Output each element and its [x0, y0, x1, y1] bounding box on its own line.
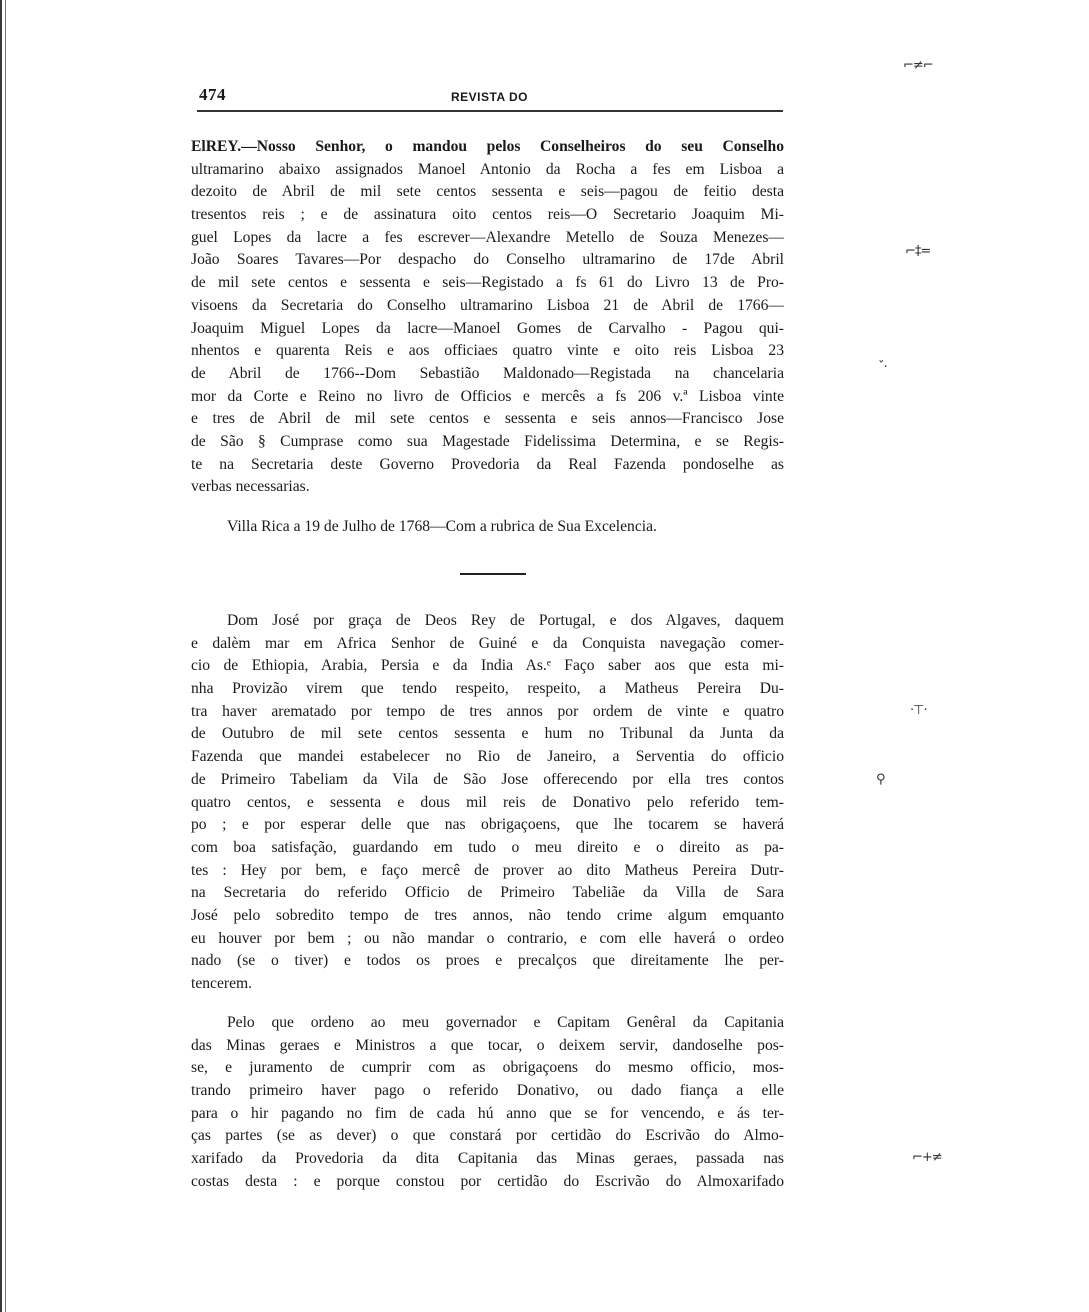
- text-line: nado (se o tiver) e todos os proes e precalços que direitamente lhe per-: [191, 952, 784, 970]
- text-line: João Soares Tavares—Por despacho do Conselho ultramarino de 17de Abril: [191, 251, 784, 269]
- margin-ornament-mark: ˇ·: [878, 360, 887, 375]
- page-number: 474: [199, 85, 226, 104]
- text-line: de Outubro de mil sete centos sessenta e hum no Tribunal da Junta da: [191, 725, 784, 743]
- text-line: tra haver arematado por tempo de tres annos por ordem de vinte e quatro: [191, 702, 784, 720]
- text-line: e tres de Abril de mil sete centos e sessenta e seis annos—Francisco Jose: [191, 410, 784, 428]
- text-line: tresentos reis ; e de assinatura oito centos reis—O Secretario Joaquim Mi-: [191, 206, 784, 224]
- text-line: dezoito de Abril de mil sete centos sessenta e seis—pagou de feitio desta: [191, 183, 784, 201]
- text-line: Pelo que ordeno ao meu governador e Capitam Genêral da Capitania: [227, 1014, 784, 1031]
- text-line: de Primeiro Tabeliam da Vila de São Jose offerecendo por ella tres contos: [191, 770, 784, 788]
- margin-ornament-mark: ⚲: [876, 772, 885, 787]
- text-line: na Secretaria do referido Officio de Primeiro Tabeliãe da Villa de Sara: [191, 884, 784, 902]
- header-rule: [197, 110, 783, 112]
- text-line: com boa satisfação, guardando em tudo o meu direito e o direito as pa-: [191, 838, 784, 856]
- text-line: eu houver por bem ; ou não mandar o contrario, e com elle haverá o ordeo: [191, 929, 784, 947]
- paragraph-provision: [191, 610, 784, 996]
- text-line: de Abril de 1766--Dom Sebastião Maldonado—Registada na chancelaria: [191, 364, 784, 382]
- page-binding-edge: [0, 0, 14, 1312]
- text-line: ças partes (se as dever) o que constará por certidão do Escrivão do Almo-: [191, 1127, 784, 1145]
- paragraph-dateline: [191, 516, 784, 539]
- text-line: visoens da Secretaria do Conselho ultramarino Lisboa 21 de Abril de 1766—: [191, 296, 784, 314]
- text-line: Villa Rica a 19 de Julho de 1768—Com a rubrica de Sua Excelencia.: [227, 518, 657, 535]
- text-line: ElREY.—Nosso Senhor, o mandou pelos Conselheiros do seu Conselho: [191, 138, 784, 155]
- text-line: de mil sete centos e sessenta e seis—Registado a fs 61 do Livro 13 de Pro-: [191, 274, 784, 292]
- margin-ornament-mark: ‧⊤‧: [910, 703, 927, 718]
- text-line: Dom José por graça de Deos Rey de Portugal, e dos Algaves, daquem: [227, 612, 784, 629]
- text-line: xarifado da Provedoria da dita Capitania das Minas geraes, passada nas: [191, 1150, 784, 1168]
- text-line: de São § Cumprase como sua Magestade Fidelissima Determina, e se Regis-: [191, 432, 784, 450]
- margin-ornament-mark: ⌐+≠: [912, 1150, 942, 1165]
- text-line: po ; e por esperar delle que nas obrigaçoens, que lhe tocarem se haverá: [191, 816, 784, 834]
- text-line: guel Lopes da lacre a fes escrever—Alexandre Metello de Souza Menezes—: [191, 228, 784, 246]
- section-divider: [460, 573, 526, 575]
- text-line: tes : Hey por bem, e faço mercê de prover ao dito Matheus Pereira Dutr-: [191, 861, 784, 879]
- text-line: cio de Ethiopia, Arabia, Persia e da India As.ᵉ Faço saber aos que esta mi-: [191, 657, 784, 675]
- paragraph-instructions: [191, 1012, 784, 1194]
- text-line: trando primeiro haver pago o referido Donativo, ou dado fiança a elle: [191, 1082, 784, 1100]
- text-line: José pelo sobredito tempo de tres annos, não tendo crime algum emquanto: [191, 906, 784, 924]
- paragraph-royal-order: [191, 136, 784, 499]
- text-line: das Minas geraes e Ministros a que tocar, o deixem servir, dandoselhe pos-: [191, 1036, 784, 1054]
- text-line: Joaquim Miguel Lopes da lacre—Manoel Gomes de Carvalho - Pagou qui-: [191, 319, 784, 337]
- text-line: ultramarino abaixo assignados Manoel Antonio da Rocha a fes em Lisboa a: [191, 160, 784, 178]
- text-line: nha Provizão virem que tendo respeito, respeito, a Matheus Pereira Du-: [191, 680, 784, 698]
- text-line: nhentos e quarenta Reis e aos officiaes quatro vinte e oito reis Lisboa 23: [191, 342, 784, 360]
- text-line: tencerem.: [191, 975, 253, 992]
- text-line: para o hir pagando no fim de cada hú anno que se for vencendo, e ás ter-: [191, 1104, 784, 1122]
- text-line: mor da Corte e Reino no livro de Officios e mercês a fs 206 v.ª Lisboa vinte: [191, 387, 784, 405]
- text-line: verbas necessarias.: [191, 478, 310, 496]
- text-line: e dalèm mar em Africa Senhor de Guiné e da Conquista navegação comer-: [191, 634, 784, 652]
- text-line: te na Secretaria deste Governo Provedoria da Real Fazenda pondoselhe as: [191, 455, 784, 473]
- running-head: REVISTA DO: [451, 90, 529, 104]
- text-line: Fazenda que mandei estabelecer no Rio de Janeiro, a Serventia do officio: [191, 748, 784, 766]
- margin-ornament-mark: ⌐‡=: [905, 244, 931, 259]
- text-line: se, e juramento de cumprir com as obrigaçoens do mesmo officio, mos-: [191, 1059, 784, 1077]
- margin-ornament-mark: ⌐≠⌐: [903, 58, 933, 73]
- text-line: quatro centos, e sessenta e dous mil reis de Donativo pelo referido tem-: [191, 793, 784, 811]
- text-line: costas desta : e porque constou por certidão do Escrivão do Almoxarifado: [191, 1172, 784, 1190]
